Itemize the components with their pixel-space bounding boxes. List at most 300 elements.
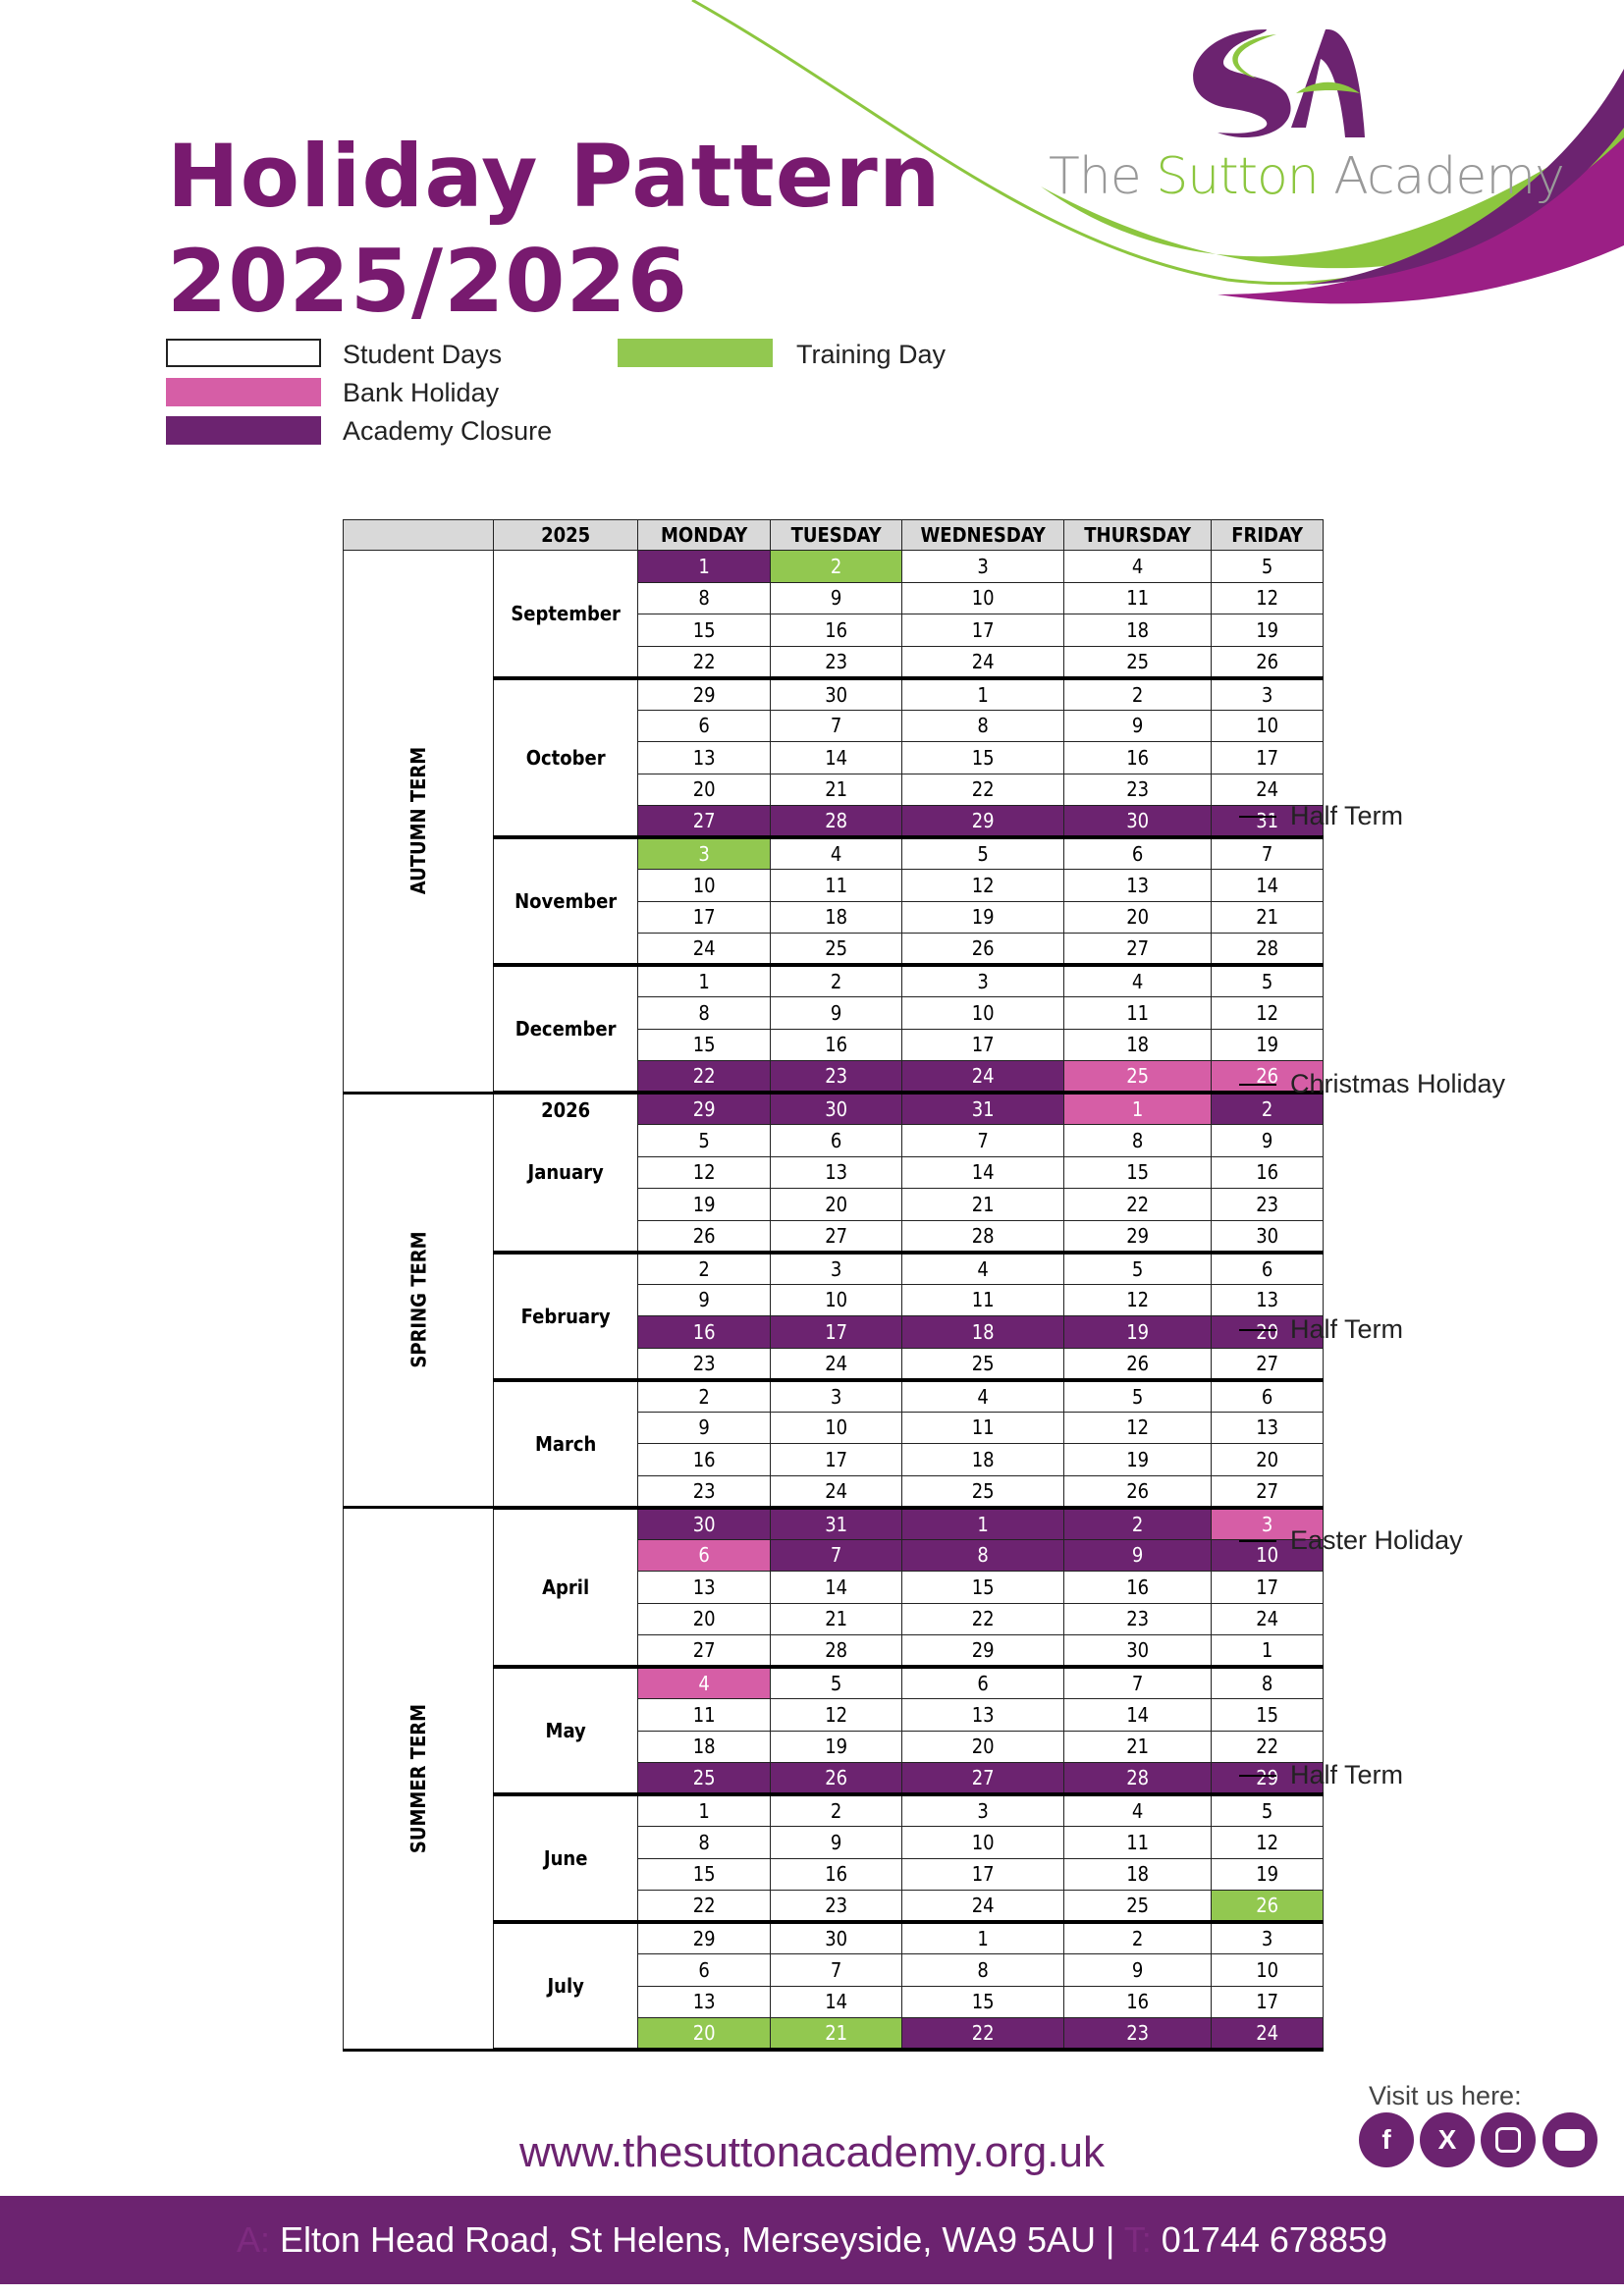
address: Elton Head Road, St Helens, Merseyside, WA9 5AU |	[279, 2219, 1115, 2260]
day-cell: 24	[902, 1891, 1064, 1923]
day-cell: 25	[1064, 646, 1212, 678]
day-cell: 20	[1212, 1444, 1324, 1476]
annotation-label: Half Term	[1290, 1760, 1404, 1789]
day-cell: 19	[1212, 614, 1324, 647]
annotation-label: Half Term	[1290, 801, 1404, 830]
day-cell: 1	[1064, 1093, 1212, 1125]
day-cell: 16	[638, 1444, 771, 1476]
day-cell: 24	[1212, 2018, 1324, 2051]
day-cell: 30	[1064, 1635, 1212, 1668]
day-cell: 14	[771, 1986, 902, 2018]
day-cell: 9	[771, 582, 902, 614]
week-row	[344, 1508, 1324, 1540]
term-name: SPRING TERM	[406, 1231, 431, 1368]
month-name: March	[534, 1431, 597, 1456]
day-cell: 22	[638, 646, 771, 678]
day-cell: 23	[1064, 2018, 1212, 2051]
day-cell: 6	[638, 710, 771, 742]
day-cell: 18	[638, 1731, 771, 1763]
day-cell: 30	[771, 1922, 902, 1954]
day-cell: 22	[902, 2018, 1064, 2051]
day-cell: 2	[771, 551, 902, 583]
day-cell: 23	[638, 1348, 771, 1380]
day-cell: 25	[771, 934, 902, 966]
day-cell: 20	[771, 1189, 902, 1221]
day-cell: 11	[1064, 997, 1212, 1030]
day-cell: 11	[902, 1412, 1064, 1444]
day-cell: 21	[771, 774, 902, 806]
day-cell: 21	[902, 1189, 1064, 1221]
day-cell: 28	[771, 806, 902, 838]
day-cell: 10	[771, 1412, 902, 1444]
month-name: January	[527, 1160, 604, 1185]
month-name: September	[511, 601, 621, 625]
day-cell: 19	[1064, 1444, 1212, 1476]
day-cell: 3	[1212, 1508, 1324, 1540]
day-cell: 1	[902, 678, 1064, 711]
day-cell: 24	[1212, 774, 1324, 806]
day-cell: 16	[771, 614, 902, 647]
day-cell: 18	[1064, 614, 1212, 647]
day-cell: 23	[771, 1061, 902, 1094]
day-cell: 22	[902, 774, 1064, 806]
day-cell: 30	[771, 678, 902, 711]
day-cell: 26	[1064, 1475, 1212, 1508]
day-cell: 12	[638, 1156, 771, 1189]
day-cell: 10	[638, 870, 771, 902]
header-tuesday: TUESDAY	[771, 520, 902, 551]
annotation-half-term-may	[1239, 1760, 1403, 1790]
visit-us-label: Visit us here:	[1369, 2081, 1522, 2110]
day-cell: 29	[638, 1922, 771, 1954]
annotation-label: Easter Holiday	[1290, 1525, 1463, 1555]
day-cell: 1	[638, 551, 771, 583]
day-cell: 10	[902, 997, 1064, 1030]
day-cell: 25	[1064, 1891, 1212, 1923]
day-cell: 2	[1212, 1093, 1324, 1125]
day-cell: 14	[1212, 870, 1324, 902]
day-cell: 18	[902, 1316, 1064, 1349]
day-cell: 3	[1212, 678, 1324, 711]
holiday-calendar-table	[343, 519, 1324, 2052]
day-cell: 13	[638, 1572, 771, 1604]
day-cell: 4	[1064, 551, 1212, 583]
day-cell: 12	[902, 870, 1064, 902]
day-cell: 6	[1212, 1380, 1324, 1413]
day-cell: 4	[902, 1380, 1064, 1413]
day-cell: 15	[638, 1858, 771, 1891]
month-label	[494, 551, 638, 678]
day-cell: 27	[1212, 1348, 1324, 1380]
day-cell: 17	[638, 901, 771, 934]
term-name: SUMMER TERM	[406, 1703, 431, 1853]
day-cell: 2	[638, 1380, 771, 1413]
year-label: 2026	[541, 1098, 591, 1122]
day-cell: 19	[638, 1189, 771, 1221]
month-name: April	[542, 1575, 590, 1599]
day-cell: 15	[1212, 1699, 1324, 1732]
day-cell: 3	[902, 551, 1064, 583]
day-cell: 9	[1064, 1954, 1212, 1987]
day-cell: 13	[1212, 1284, 1324, 1316]
day-cell: 7	[771, 1954, 902, 1987]
day-cell: 31	[1212, 806, 1324, 838]
website-link[interactable]: www.thesuttonacademy.org.uk	[519, 2128, 1105, 2176]
legend-student: Student Days	[343, 340, 503, 369]
day-cell: 31	[902, 1093, 1064, 1125]
day-cell: 17	[771, 1316, 902, 1349]
day-cell: 29	[638, 1093, 771, 1125]
day-cell: 2	[771, 965, 902, 997]
day-cell: 2	[1064, 678, 1212, 711]
day-cell: 9	[638, 1284, 771, 1316]
day-cell: 12	[1212, 997, 1324, 1030]
month-label	[494, 1508, 638, 1668]
day-cell: 3	[771, 1380, 902, 1413]
day-cell: 25	[902, 1348, 1064, 1380]
legend-training: Training Day	[796, 340, 947, 369]
week-row	[344, 551, 1324, 583]
day-cell: 22	[638, 1891, 771, 1923]
day-cell: 11	[1064, 582, 1212, 614]
day-cell: 24	[638, 934, 771, 966]
day-cell: 10	[771, 1284, 902, 1316]
month-label	[494, 1380, 638, 1508]
day-cell: 26	[1212, 646, 1324, 678]
logo-sutton: Sutton	[1156, 147, 1319, 206]
month-name: November	[514, 889, 618, 913]
day-cell: 26	[771, 1763, 902, 1795]
term-name: AUTUMN TERM	[406, 747, 431, 895]
day-cell: 2	[1064, 1508, 1212, 1540]
page-subtitle: 2025/2026	[167, 231, 688, 332]
day-cell: 18	[902, 1444, 1064, 1476]
day-cell: 26	[1212, 1061, 1324, 1094]
month-label	[494, 678, 638, 838]
day-cell: 15	[902, 1572, 1064, 1604]
day-cell: 31	[771, 1508, 902, 1540]
day-cell: 16	[1064, 742, 1212, 774]
day-cell: 13	[1212, 1412, 1324, 1444]
day-cell: 12	[1064, 1284, 1212, 1316]
day-cell: 14	[771, 742, 902, 774]
day-cell: 2	[1064, 1922, 1212, 1954]
day-cell: 5	[902, 837, 1064, 870]
day-cell: 27	[638, 1635, 771, 1668]
day-cell: 18	[1064, 1858, 1212, 1891]
month-label	[494, 1093, 638, 1253]
day-cell: 16	[1212, 1156, 1324, 1189]
day-cell: 4	[638, 1667, 771, 1699]
month-label	[494, 1667, 638, 1794]
day-cell: 15	[902, 1986, 1064, 2018]
day-cell: 17	[902, 1858, 1064, 1891]
day-cell: 24	[771, 1475, 902, 1508]
day-cell: 24	[1212, 1603, 1324, 1635]
day-cell: 8	[902, 710, 1064, 742]
day-cell: 17	[771, 1444, 902, 1476]
term-label	[344, 551, 494, 1094]
legend-swatch-closure	[166, 416, 321, 445]
logo-academy: Academy	[1333, 147, 1564, 206]
day-cell: 3	[902, 1794, 1064, 1827]
day-cell: 19	[771, 1731, 902, 1763]
day-cell: 6	[1212, 1253, 1324, 1285]
day-cell: 15	[638, 614, 771, 647]
phone-key: T:	[1123, 2219, 1152, 2260]
month-name: May	[545, 1719, 586, 1742]
month-label	[494, 1922, 638, 2050]
day-cell: 7	[1212, 837, 1324, 870]
day-cell: 27	[638, 806, 771, 838]
day-cell: 28	[1064, 1763, 1212, 1795]
day-cell: 21	[771, 1603, 902, 1635]
annotation-label: Christmas Holiday	[1290, 1069, 1506, 1098]
day-cell: 9	[1064, 710, 1212, 742]
day-cell: 1	[902, 1922, 1064, 1954]
day-cell: 2	[771, 1794, 902, 1827]
day-cell: 13	[638, 1986, 771, 2018]
month-name: June	[543, 1846, 588, 1870]
day-cell: 6	[1064, 837, 1212, 870]
day-cell: 9	[638, 1412, 771, 1444]
day-cell: 6	[771, 1125, 902, 1157]
day-cell: 15	[1064, 1156, 1212, 1189]
day-cell: 13	[771, 1156, 902, 1189]
day-cell: 8	[638, 582, 771, 614]
day-cell: 8	[902, 1539, 1064, 1572]
day-cell: 29	[902, 1635, 1064, 1668]
day-cell: 13	[638, 742, 771, 774]
day-cell: 23	[1064, 1603, 1212, 1635]
day-cell: 8	[902, 1954, 1064, 1987]
day-cell: 23	[1212, 1189, 1324, 1221]
month-label	[494, 837, 638, 965]
day-cell: 18	[771, 901, 902, 934]
day-cell: 20	[902, 1731, 1064, 1763]
annotation-label: Half Term	[1290, 1314, 1404, 1344]
day-cell: 28	[771, 1635, 902, 1668]
day-cell: 21	[1212, 901, 1324, 934]
day-cell: 8	[1212, 1667, 1324, 1699]
phone: 01744 678859	[1161, 2219, 1388, 2260]
day-cell: 27	[771, 1220, 902, 1253]
day-cell: 19	[1212, 1858, 1324, 1891]
day-cell: 23	[771, 1891, 902, 1923]
day-cell: 16	[771, 1029, 902, 1061]
day-cell: 27	[902, 1763, 1064, 1795]
day-cell: 4	[1064, 1794, 1212, 1827]
day-cell: 29	[1064, 1220, 1212, 1253]
day-cell: 28	[902, 1220, 1064, 1253]
day-cell: 5	[1064, 1253, 1212, 1285]
day-cell: 11	[902, 1284, 1064, 1316]
legend-closure: Academy Closure	[343, 416, 553, 446]
day-cell: 26	[638, 1220, 771, 1253]
day-cell: 19	[902, 901, 1064, 934]
day-cell: 30	[1212, 1220, 1324, 1253]
day-cell: 8	[638, 1827, 771, 1859]
day-cell: 12	[771, 1699, 902, 1732]
header-thursday: THURSDAY	[1064, 520, 1212, 551]
logo-the: The	[1049, 147, 1141, 206]
day-cell: 20	[1064, 901, 1212, 934]
sa-logo-mark	[1193, 29, 1365, 137]
day-cell: 16	[1064, 1572, 1212, 1604]
day-cell: 17	[1212, 742, 1324, 774]
month-name: December	[514, 1017, 617, 1041]
day-cell: 19	[1064, 1316, 1212, 1349]
day-cell: 24	[902, 646, 1064, 678]
day-cell: 14	[1064, 1699, 1212, 1732]
day-cell: 13	[1064, 870, 1212, 902]
day-cell: 7	[1064, 1667, 1212, 1699]
day-cell: 30	[771, 1093, 902, 1125]
day-cell: 5	[1212, 551, 1324, 583]
day-cell: 24	[771, 1348, 902, 1380]
day-cell: 15	[902, 742, 1064, 774]
day-cell: 23	[771, 646, 902, 678]
month-name: February	[520, 1304, 611, 1328]
day-cell: 29	[638, 678, 771, 711]
page-title: Holiday Pattern	[167, 126, 942, 227]
day-cell: 3	[1212, 1922, 1324, 1954]
day-cell: 14	[771, 1572, 902, 1604]
day-cell: 9	[771, 997, 902, 1030]
day-cell: 11	[771, 870, 902, 902]
day-cell: 1	[1212, 1635, 1324, 1668]
day-cell: 11	[638, 1699, 771, 1732]
day-cell: 8	[1064, 1125, 1212, 1157]
day-cell: 7	[771, 710, 902, 742]
month-label	[494, 1794, 638, 1922]
day-cell: 6	[638, 1539, 771, 1572]
day-cell: 10	[902, 1827, 1064, 1859]
facebook-icon[interactable]: f	[1359, 2112, 1414, 2167]
day-cell: 25	[902, 1475, 1064, 1508]
legend-swatch-student	[166, 339, 321, 367]
day-cell: 9	[1212, 1125, 1324, 1157]
day-cell: 16	[1064, 1986, 1212, 2018]
day-cell: 22	[1064, 1189, 1212, 1221]
day-cell: 10	[902, 582, 1064, 614]
week-row	[344, 1093, 1324, 1125]
day-cell: 22	[638, 1061, 771, 1094]
x-icon[interactable]: X	[1420, 2112, 1475, 2167]
day-cell: 26	[1212, 1891, 1324, 1923]
day-cell: 21	[771, 2018, 902, 2051]
day-cell: 3	[771, 1253, 902, 1285]
day-cell: 3	[902, 965, 1064, 997]
day-cell: 9	[771, 1827, 902, 1859]
day-cell: 4	[902, 1253, 1064, 1285]
annotation-half-term-february	[1239, 1314, 1403, 1345]
day-cell: 26	[1064, 1348, 1212, 1380]
month-label	[494, 965, 638, 1093]
day-cell: 20	[638, 774, 771, 806]
header-year: 2025	[494, 520, 638, 551]
address-bar	[0, 2196, 1624, 2284]
term-label	[344, 1508, 494, 2051]
day-cell: 13	[902, 1699, 1064, 1732]
day-cell: 10	[1212, 710, 1324, 742]
day-cell: 30	[1064, 806, 1212, 838]
day-cell: 5	[638, 1125, 771, 1157]
day-cell: 26	[902, 934, 1064, 966]
day-cell: 16	[771, 1858, 902, 1891]
day-cell: 14	[902, 1156, 1064, 1189]
day-cell: 6	[638, 1954, 771, 1987]
month-name: October	[525, 745, 606, 770]
day-cell: 30	[638, 1508, 771, 1540]
day-cell: 11	[1064, 1827, 1212, 1859]
day-cell: 5	[1212, 965, 1324, 997]
address-key: A:	[236, 2219, 270, 2260]
day-cell: 9	[1064, 1539, 1212, 1572]
day-cell: 29	[902, 806, 1064, 838]
day-cell: 21	[1064, 1731, 1212, 1763]
legend-swatch-bank	[166, 378, 321, 406]
day-cell: 29	[1212, 1763, 1324, 1795]
day-cell: 23	[1064, 774, 1212, 806]
day-cell: 2	[638, 1253, 771, 1285]
day-cell: 17	[902, 1029, 1064, 1061]
annotation-easter-holiday	[1239, 1525, 1463, 1556]
day-cell: 6	[902, 1667, 1064, 1699]
day-cell: 24	[902, 1061, 1064, 1094]
annotation-christmas-holiday	[1239, 1069, 1505, 1099]
day-cell: 17	[1212, 1986, 1324, 2018]
day-cell: 8	[638, 997, 771, 1030]
day-cell: 20	[1212, 1316, 1324, 1349]
day-cell: 15	[638, 1029, 771, 1061]
legend-swatch-training	[618, 339, 773, 367]
day-cell: 27	[1212, 1475, 1324, 1508]
month-label	[494, 1253, 638, 1380]
day-cell: 25	[638, 1763, 771, 1795]
day-cell: 20	[638, 1603, 771, 1635]
day-cell: 4	[1064, 965, 1212, 997]
header-wednesday: WEDNESDAY	[902, 520, 1064, 551]
header-friday: FRIDAY	[1212, 520, 1324, 551]
day-cell: 1	[638, 1794, 771, 1827]
header-monday: MONDAY	[638, 520, 771, 551]
day-cell: 5	[1212, 1794, 1324, 1827]
day-cell: 18	[1064, 1029, 1212, 1061]
day-cell: 20	[638, 2018, 771, 2051]
day-cell: 10	[1212, 1954, 1324, 1987]
legend-bank: Bank Holiday	[343, 378, 500, 407]
day-cell: 27	[1064, 934, 1212, 966]
day-cell: 16	[638, 1316, 771, 1349]
day-cell: 3	[638, 837, 771, 870]
logo-text	[1049, 147, 1564, 206]
day-cell: 4	[771, 837, 902, 870]
day-cell: 5	[771, 1667, 902, 1699]
day-cell: 10	[1212, 1539, 1324, 1572]
month-name: July	[547, 1974, 584, 1998]
day-cell: 7	[771, 1539, 902, 1572]
day-cell: 19	[1212, 1029, 1324, 1061]
day-cell: 12	[1212, 582, 1324, 614]
term-label	[344, 1093, 494, 1508]
day-cell: 1	[902, 1508, 1064, 1540]
day-cell: 23	[638, 1475, 771, 1508]
day-cell: 12	[1212, 1827, 1324, 1859]
day-cell: 28	[1212, 934, 1324, 966]
day-cell: 12	[1064, 1412, 1212, 1444]
day-cell: 22	[902, 1603, 1064, 1635]
